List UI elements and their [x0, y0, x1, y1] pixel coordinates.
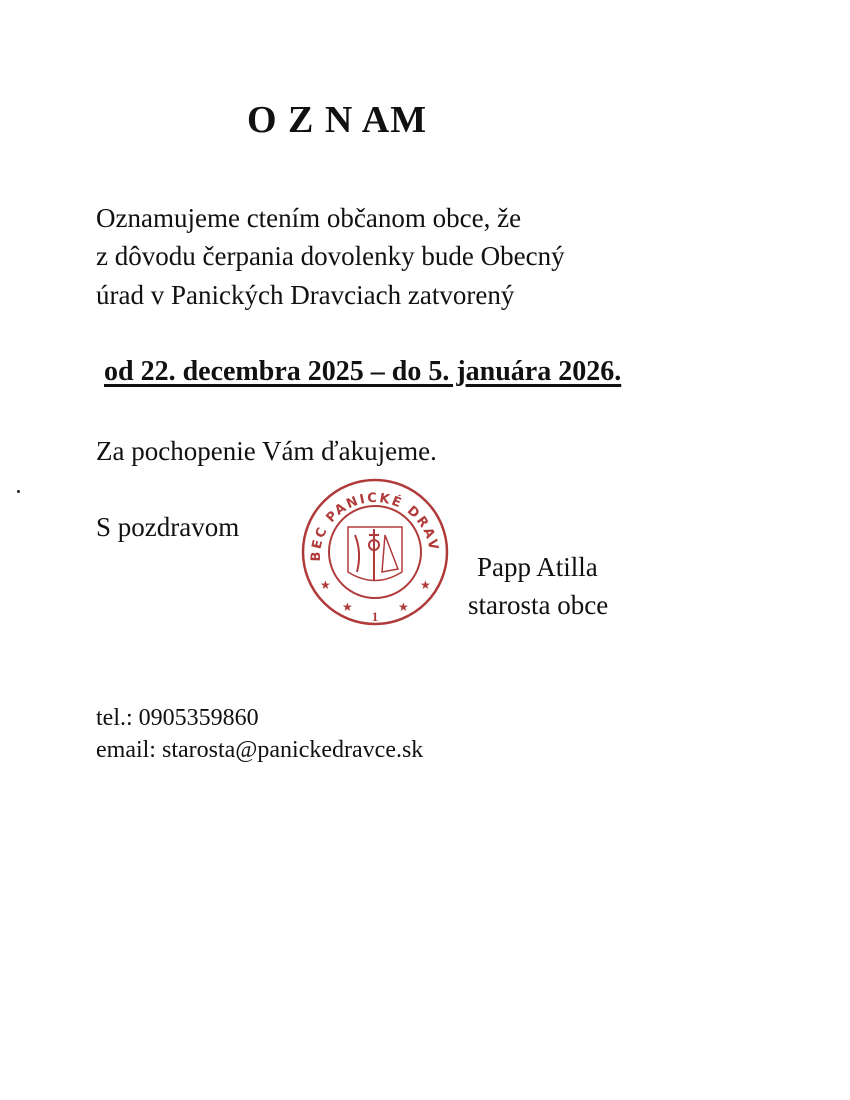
contact-email: email: starosta@panickedravce.sk — [96, 737, 424, 763]
svg-text:★: ★ — [320, 578, 331, 592]
svg-text:★: ★ — [398, 600, 409, 614]
body-line-2: z dôvodu čerpania dovolenky bude Obecný — [96, 241, 565, 271]
thanks-text: Za pochopenie Vám ďakujeme. — [96, 436, 437, 466]
signatory-name: Papp Atilla — [477, 552, 598, 582]
svg-text:★: ★ — [420, 578, 431, 592]
stamp-number: 1 — [371, 609, 379, 624]
signatory-role: starosta obce — [468, 590, 609, 620]
page-title: O Z N AM — [247, 99, 428, 141]
official-stamp — [300, 477, 450, 627]
contact-phone: tel.: 0905359860 — [96, 705, 259, 731]
stamp-seal-icon — [300, 477, 450, 627]
stamp-text: BEC PANICKÉ DRAV — [308, 490, 441, 562]
closure-period: od 22. decembra 2025 – do 5. januára 2026. — [104, 356, 622, 387]
speck-mark — [17, 490, 20, 493]
greeting-text: S pozdravom — [96, 512, 240, 542]
body-line-3: úrad v Panických Dravciach zatvorený — [96, 280, 515, 310]
svg-text:★: ★ — [342, 600, 353, 614]
body-line-1: Oznamujeme ctením občanom obce, že — [96, 203, 522, 233]
